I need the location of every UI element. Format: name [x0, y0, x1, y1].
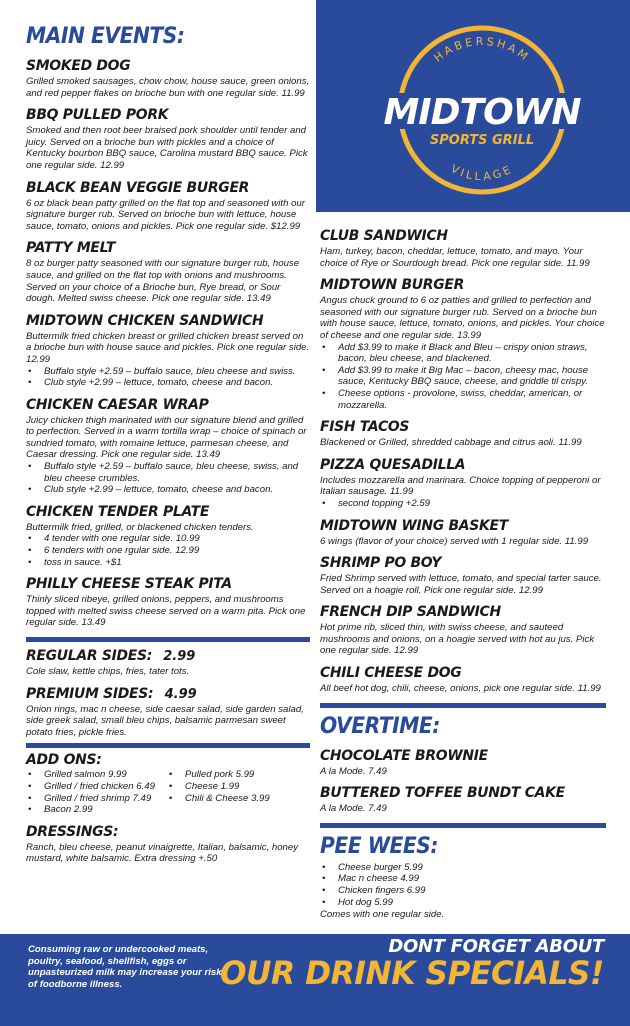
- foodborne-warning: Consuming raw or undercooked meats, poultry, seafood, shellfish, eggs or unpasteurized milk may increase your risk of foodborne illness.: [28, 944, 222, 990]
- pee-wee-item: • Hot dog 5.99: [320, 897, 606, 909]
- menu-item-option: • 6 tenders with one rgular side. 12.99: [26, 545, 310, 557]
- menu-item-options: [26, 366, 310, 389]
- menu-item-title: SHRIMP PO BOY: [320, 555, 442, 572]
- right-column: [320, 220, 606, 921]
- menu-item-title: PHILLY CHEESE STEAK PITA: [26, 576, 232, 593]
- menu-item-desc: 8 oz burger patty seasoned with our signature burger rub, house sauce, and grilled on the flat top with onions and mushrooms. Served on your choice of a Brioche bun, Rye bread, or Sour dough. Melted swiss cheese. Pick one regular side. 13.49: [26, 258, 300, 305]
- menu-item: [320, 748, 606, 778]
- menu-item: [320, 277, 606, 411]
- menu-item-option: • Club style +2.99 – lettuce, tomato, cheese and bacon.: [26, 484, 310, 496]
- menu-item: [26, 397, 310, 496]
- add-on-item: • Grilled / fried shrimp 7.49: [26, 793, 155, 805]
- footer-banner: [0, 934, 630, 1026]
- menu-item-options: [320, 498, 606, 510]
- logo-bottom-arc: VILLAGE: [448, 162, 516, 184]
- add-ons: [26, 752, 310, 815]
- menu-item-title: CHICKEN TENDER PLATE: [26, 503, 210, 520]
- add-ons-heading: ADD ONS:: [26, 752, 102, 769]
- menu-item-desc: All beef hot dog, chili, cheese, onions, pick one regular side. 11.99: [320, 683, 601, 695]
- menu-item-title: PATTY MELT: [26, 240, 116, 257]
- menu-item-title: FISH TACOS: [320, 419, 410, 436]
- pee-wees-heading: PEE WEES:: [320, 833, 439, 859]
- add-on-item: • Grilled salmon 9.99: [26, 769, 155, 781]
- menu-item-title: MIDTOWN CHICKEN SANDWICH: [26, 312, 264, 329]
- pee-wee-item: • Cheese burger 5.99: [320, 862, 606, 874]
- logo-badge: [382, 10, 582, 210]
- menu-item-title: CHICKEN CAESAR WRAP: [26, 396, 209, 413]
- main-events-heading: MAIN EVENTS:: [26, 24, 185, 49]
- logo-tagline: SPORTS GRILL: [429, 133, 535, 148]
- premium-sides: [26, 686, 310, 739]
- menu-item: [320, 785, 606, 815]
- add-on-item: • Bacon 2.99: [26, 804, 155, 816]
- add-ons-list-2: [167, 769, 270, 815]
- menu-item-desc: A la Mode. 7.49: [320, 803, 387, 815]
- logo-name: MIDTOWN: [383, 92, 581, 133]
- menu-item: [320, 665, 606, 695]
- menu-item: [320, 457, 606, 510]
- menu-item-options: [26, 461, 310, 496]
- footer-headline-2: OUR DRINK SPECIALS!: [219, 954, 604, 992]
- pee-wee-item: • Chicken fingers 6.99: [320, 885, 606, 897]
- menu-item-option: • second topping +2.59: [320, 498, 606, 510]
- menu-item-title: FRENCH DIP SANDWICH: [320, 604, 501, 621]
- menu-item-desc: Fried Shrimp served with lettuce, tomato, and special tarter sauce. Served on a hoagie roll. Pick one regular side. 12.99: [320, 573, 602, 596]
- menu-item-desc: A la Mode. 7.49: [320, 765, 387, 777]
- menu-item: [26, 576, 310, 629]
- menu-item-desc: Smoked and then root beer braised pork shoulder until tender and juicy. Served on a brioche bun with pickles and a choice of Kentucky bourbon BBQ sauce, Carolina mustard BBQ sauce. Pick one regular side. 12.99: [26, 125, 308, 171]
- right-items-list: [320, 228, 606, 695]
- menu-item: [320, 228, 606, 269]
- menu-item: [26, 180, 310, 233]
- midtown-logo: [382, 10, 582, 210]
- premium-sides-price: 4.99: [164, 686, 197, 702]
- divider: [320, 823, 606, 828]
- menu-item: [26, 107, 310, 171]
- menu-item-title: MIDTOWN WING BASKET: [320, 517, 508, 534]
- menu-item: [26, 240, 310, 304]
- menu-item-option: • Add $3.99 to make it Black and Bleu – crispy onion straws, bacon, bleu cheese, and blackened.: [320, 342, 606, 365]
- menu-item-option: • Cheese options - provolone, swiss, cheddar, american, or mozzarella.: [320, 388, 606, 411]
- menu-item-title: CHILI CHEESE DOG: [320, 665, 462, 682]
- divider: [26, 743, 310, 748]
- add-on-item: • Chili & Cheese 3.99: [167, 793, 270, 805]
- menu-item-title: BUTTERED TOFFEE BUNDT CAKE: [320, 785, 565, 802]
- regular-sides-heading: REGULAR SIDES:: [26, 648, 152, 664]
- menu-item-desc: 6 wings (flavor of your choice) served with 1 regular side. 11.99: [320, 535, 589, 547]
- menu-item-desc: Includes mozzarella and marinara. Choice topping of pepperoni or Italian sausage. 11.99: [320, 474, 601, 498]
- menu-item-title: MIDTOWN BURGER: [320, 277, 465, 294]
- menu-item-desc: Ham, turkey, bacon, cheddar, lettuce, tomato, and mayo. Your choice of Rye or Sourdough bread. Pick one regular side. 11.99: [320, 246, 590, 269]
- pee-wee-item: • Mac n cheese 4.99: [320, 873, 606, 885]
- premium-sides-desc: Onion rings, mac n cheese, side caesar salad, side garden salad, side greek salad, small bleu chips, balsamic parmesan sweet potato fries, pickle fries.: [26, 703, 304, 738]
- menu-item-desc: Grilled smoked sausages, chow chow, house sauce, green onions, and red pepper flakes on brioche bun with one regular side. 11.99: [26, 76, 310, 99]
- menu-item: [320, 555, 606, 596]
- menu-item-title: CLUB SANDWICH: [320, 228, 448, 244]
- add-on-item: • Grilled / fried chicken 6.49: [26, 781, 155, 793]
- menu-item-desc: Buttermilk fried, grilled, or blackened chicken tenders.: [26, 521, 254, 533]
- pee-wees-list: [320, 862, 606, 908]
- menu-item: [26, 504, 310, 568]
- menu-item-desc: Thinly sliced ribeye, grilled onions, peppers, and mushrooms topped with melted swiss cheese served on a warm pita. Pick one regular side. 13.49: [26, 594, 306, 629]
- menu-item-option: • Club style +2.99 – lettuce, tomato, cheese and bacon.: [26, 377, 310, 389]
- left-column: [26, 24, 310, 865]
- overtime-list: [320, 748, 606, 815]
- menu-item-desc: Juicy chicken thigh marinated with our signature blend and grilled to perfection. Served in a warm tortilla wrap – choice of spinach or sundried tomato, with romaine lettuce, parmesan cheese, and Caesar dressing. Pick one regular side. 13.49: [26, 414, 307, 461]
- logo-top-arc: HABERSHAM: [431, 34, 533, 65]
- add-ons-list-1: [26, 769, 155, 815]
- menu-item-desc: Angus chuck ground to 6 oz patties and grilled to perfection and seasoned with our signature burger rub. Served on a brioche bun with house sauce, lettuce, tomato, onions, and pickles. Your choice of cheese and one regular side. 13.99: [320, 295, 605, 341]
- menu-item: [320, 518, 606, 548]
- dressings-heading: DRESSINGS:: [26, 823, 119, 840]
- menu-item: [320, 419, 606, 449]
- divider: [26, 637, 310, 642]
- dressings-desc: Ranch, bleu cheese, peanut vinaigrette, Italian, balsamic, honey mustard, white balsamic. Extra dressing +.50: [26, 841, 298, 865]
- overtime-heading: OVERTIME:: [320, 713, 440, 739]
- menu-item-option: • Add $3.99 to make it Big Mac – bacon, cheesy mac, house sauce, Kentucky BBQ sauce, cheese, and griddle til crispy.: [320, 365, 606, 388]
- divider: [320, 703, 606, 708]
- menu-item-title: SMOKED DOG: [26, 58, 131, 74]
- menu-item-option: • 4 tender with one regular side. 10.99: [26, 533, 310, 545]
- menu-item: [26, 58, 310, 99]
- menu-item-options: [26, 533, 310, 568]
- menu-item: [26, 313, 310, 389]
- pee-wees-note: Comes with one regular side.: [320, 909, 445, 921]
- regular-sides: [26, 648, 310, 678]
- main-events-list: [26, 58, 310, 629]
- add-on-item: • Cheese 1.99: [167, 781, 270, 793]
- menu-item-option: • Buffalo style +2.59 – buffalo sauce, bleu cheese, swiss, and bleu cheese crumbles.: [26, 461, 310, 484]
- premium-sides-heading: PREMIUM SIDES:: [26, 685, 154, 702]
- menu-item-options: [320, 342, 606, 412]
- menu-item-desc: Buttermilk fried chicken breast or grilled chicken breast served on a brioche bun with house sauce and pickles. Pick one regular side. 12.99: [26, 330, 310, 365]
- menu-item-title: BBQ PULLED PORK: [26, 107, 169, 124]
- menu-item-option: • toss in sauce. +$1: [26, 557, 310, 569]
- menu-item-option: • Buffalo style +2.59 – buffalo sauce, bleu cheese and swiss.: [26, 366, 310, 378]
- regular-sides-price: 2.99: [163, 649, 196, 664]
- add-on-item: • Pulled pork 5.99: [167, 769, 270, 781]
- menu-item-desc: 6 oz black bean patty grilled on the flat top and seasoned with our signature burger rub. Served on brioche bun with lettuce, house sauce, tomato, onions and pickles. Pick one regular side. $12.99: [26, 197, 305, 232]
- menu-item-desc: Blackened or Grilled, shredded cabbage and citrus aoli. 11.99: [320, 437, 582, 449]
- menu-item-title: PIZZA QUESADILLA: [320, 456, 466, 473]
- menu-item-desc: Hot prime rib, sliced thin, with swiss cheese, and sauteed mushrooms and onions, on a hoagie served with hot au jus. Pick one regular side. 12.99: [320, 622, 595, 657]
- footer-headline-1: DONT FORGET ABOUT: [388, 936, 604, 957]
- menu-item-title: CHOCOLATE BROWNIE: [320, 747, 488, 764]
- menu-item: [320, 604, 606, 657]
- menu-item-title: BLACK BEAN VEGGIE BURGER: [26, 179, 250, 196]
- regular-sides-desc: Cole slaw, kettle chips, fries, tater tots.: [26, 666, 190, 677]
- dressings: [26, 824, 310, 865]
